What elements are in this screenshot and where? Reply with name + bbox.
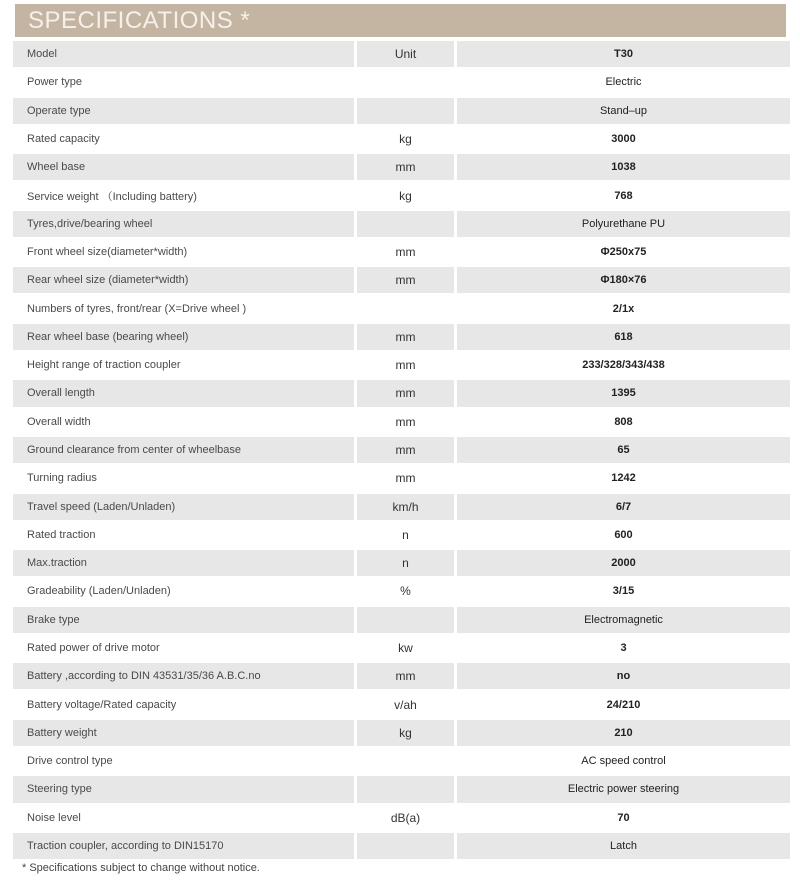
spec-name-cell: Brake type [13, 607, 354, 633]
spec-name-cell: Service weight （Including battery) [27, 190, 197, 203]
spec-name-cell: Rated power of drive motor [27, 642, 160, 654]
spec-unit-cell: mm [357, 380, 454, 406]
spec-name-cell: Wheel base [13, 154, 354, 180]
spec-unit-cell: mm [357, 437, 454, 463]
spec-name-cell: Travel speed (Laden/Unladen) [13, 494, 354, 520]
spec-value-cell: 1242 [611, 472, 636, 485]
spec-name-cell: Rated traction [27, 528, 96, 541]
spec-unit-cell: % [400, 584, 411, 599]
table-row [13, 607, 790, 633]
spec-unit-cell: mm [395, 245, 416, 260]
spec-unit-cell [357, 748, 454, 774]
spec-value-cell: 1395 [457, 380, 790, 406]
spec-unit-cell: mm [395, 471, 416, 486]
spec-unit-cell: dB(a) [390, 810, 421, 825]
table-row [13, 494, 790, 520]
table-row [13, 324, 790, 350]
spec-value-cell: 1038 [457, 154, 790, 180]
spec-unit-cell: mm [357, 663, 454, 689]
spec-name-cell: Overall length [13, 380, 354, 406]
spec-name-cell: Power type [27, 76, 83, 89]
table-row [13, 437, 790, 463]
table-row [13, 239, 790, 265]
spec-name-cell: Tyres,drive/bearing wheel [13, 211, 354, 237]
spec-unit-cell [357, 776, 454, 802]
spec-value-cell: 3 [620, 642, 627, 654]
spec-value-cell: 6/7 [457, 494, 790, 520]
spec-unit-cell [357, 296, 454, 322]
spec-name-cell: Gradeability (Laden/Unladen) [27, 585, 171, 598]
spec-value-cell: T30 [457, 41, 790, 67]
spec-value-cell: no [457, 663, 790, 689]
spec-value-cell: Polyurethane PU [457, 211, 790, 237]
spec-name-cell: Numbers of tyres, front/rear (X=Drive wheel ) [27, 302, 247, 315]
table-row [13, 522, 790, 548]
spec-value-cell: 210 [457, 720, 790, 746]
spec-name-cell: Overall width [27, 415, 91, 428]
spec-value-cell: 3000 [611, 132, 636, 145]
spec-value-cell: Stand–up [457, 98, 790, 124]
spec-value-cell: Electric [605, 76, 642, 89]
table-row [13, 296, 790, 322]
spec-name-cell: Max.traction [13, 550, 354, 576]
table-row [13, 748, 790, 774]
table-row [13, 211, 790, 237]
spec-unit-cell: kg [399, 131, 412, 146]
spec-name-cell: Height range of traction coupler [27, 359, 181, 372]
table-row [13, 182, 790, 208]
spec-value-cell: 600 [614, 528, 633, 541]
spec-unit-cell: mm [395, 414, 416, 429]
table-row [13, 465, 790, 491]
spec-unit-cell [357, 833, 454, 859]
spec-value-cell: 24/210 [606, 698, 641, 711]
spec-name-cell: Rated capacity [27, 132, 100, 145]
table-row [13, 550, 790, 576]
table-row [13, 69, 790, 95]
table-row [13, 720, 790, 746]
table-row [13, 41, 790, 67]
spec-unit-cell [357, 98, 454, 124]
table-row [13, 154, 790, 180]
spec-name-cell: Noise level [27, 811, 81, 824]
spec-unit-cell: kw [398, 641, 413, 655]
spec-value-cell: 2/1x [612, 302, 635, 315]
spec-unit-cell: n [357, 550, 454, 576]
table-row [13, 578, 790, 604]
spec-unit-cell: v/ah [394, 697, 417, 712]
table-row [13, 776, 790, 802]
spec-name-cell: Operate type [13, 98, 354, 124]
spec-unit-cell [357, 211, 454, 237]
spec-value-cell: 233/328/343/438 [582, 359, 665, 372]
table-row [13, 98, 790, 124]
spec-value-cell: Φ250x75 [600, 246, 647, 259]
spec-unit-cell: n [402, 527, 409, 542]
spec-unit-cell [357, 69, 454, 95]
spec-name-cell: Rear wheel size (diameter*width) [13, 267, 354, 293]
spec-unit-cell: kg [399, 188, 412, 203]
spec-unit-cell: Unit [357, 41, 454, 67]
specifications-table [13, 41, 790, 861]
spec-name-cell: Model [13, 41, 354, 67]
table-row [13, 126, 790, 152]
spec-unit-cell [357, 607, 454, 633]
spec-name-cell: Battery voltage/Rated capacity [27, 698, 177, 711]
table-row [13, 663, 790, 689]
spec-value-cell: Electromagnetic [457, 607, 790, 633]
spec-name-cell: Rear wheel base (bearing wheel) [13, 324, 354, 350]
spec-value-cell: 2000 [457, 550, 790, 576]
spec-name-cell: Traction coupler, according to DIN15170 [13, 833, 354, 859]
table-row [13, 635, 790, 661]
table-row [13, 267, 790, 293]
spec-value-cell: 808 [614, 415, 633, 428]
spec-value-cell: 3/15 [612, 585, 635, 598]
table-row [13, 352, 790, 378]
table-row [13, 805, 790, 831]
spec-value-cell: AC speed control [581, 755, 666, 768]
spec-value-cell: 768 [614, 189, 633, 202]
spec-value-cell: 70 [617, 811, 630, 824]
spec-name-cell: Drive control type [27, 755, 113, 768]
table-row [13, 409, 790, 435]
spec-unit-cell: kg [357, 720, 454, 746]
spec-value-cell: 618 [457, 324, 790, 350]
spec-name-cell: Front wheel size(diameter*width) [27, 246, 188, 259]
spec-unit-cell: mm [357, 324, 454, 350]
spec-unit-cell: mm [357, 267, 454, 293]
spec-unit-cell: mm [395, 358, 416, 373]
spec-value-cell: 65 [457, 437, 790, 463]
specifications-header [15, 4, 786, 37]
spec-name-cell: Battery weight [13, 720, 354, 746]
spec-name-cell: Turning radius [27, 472, 97, 485]
table-row [13, 380, 790, 406]
spec-unit-cell: mm [357, 154, 454, 180]
spec-unit-cell: km/h [357, 494, 454, 520]
page-title: SPECIFICATIONS * [28, 6, 251, 34]
footnote: * Specifications subject to change without notice. [22, 862, 260, 874]
spec-value-cell: Electric power steering [457, 776, 790, 802]
table-row [13, 691, 790, 717]
spec-value-cell: Φ180×76 [457, 267, 790, 293]
table-row [13, 833, 790, 859]
spec-name-cell: Battery ,according to DIN 43531/35/36 A.B.C.no [13, 663, 354, 689]
spec-name-cell: Ground clearance from center of wheelbase [13, 437, 354, 463]
spec-name-cell: Steering type [13, 776, 354, 802]
spec-value-cell: Latch [457, 833, 790, 859]
